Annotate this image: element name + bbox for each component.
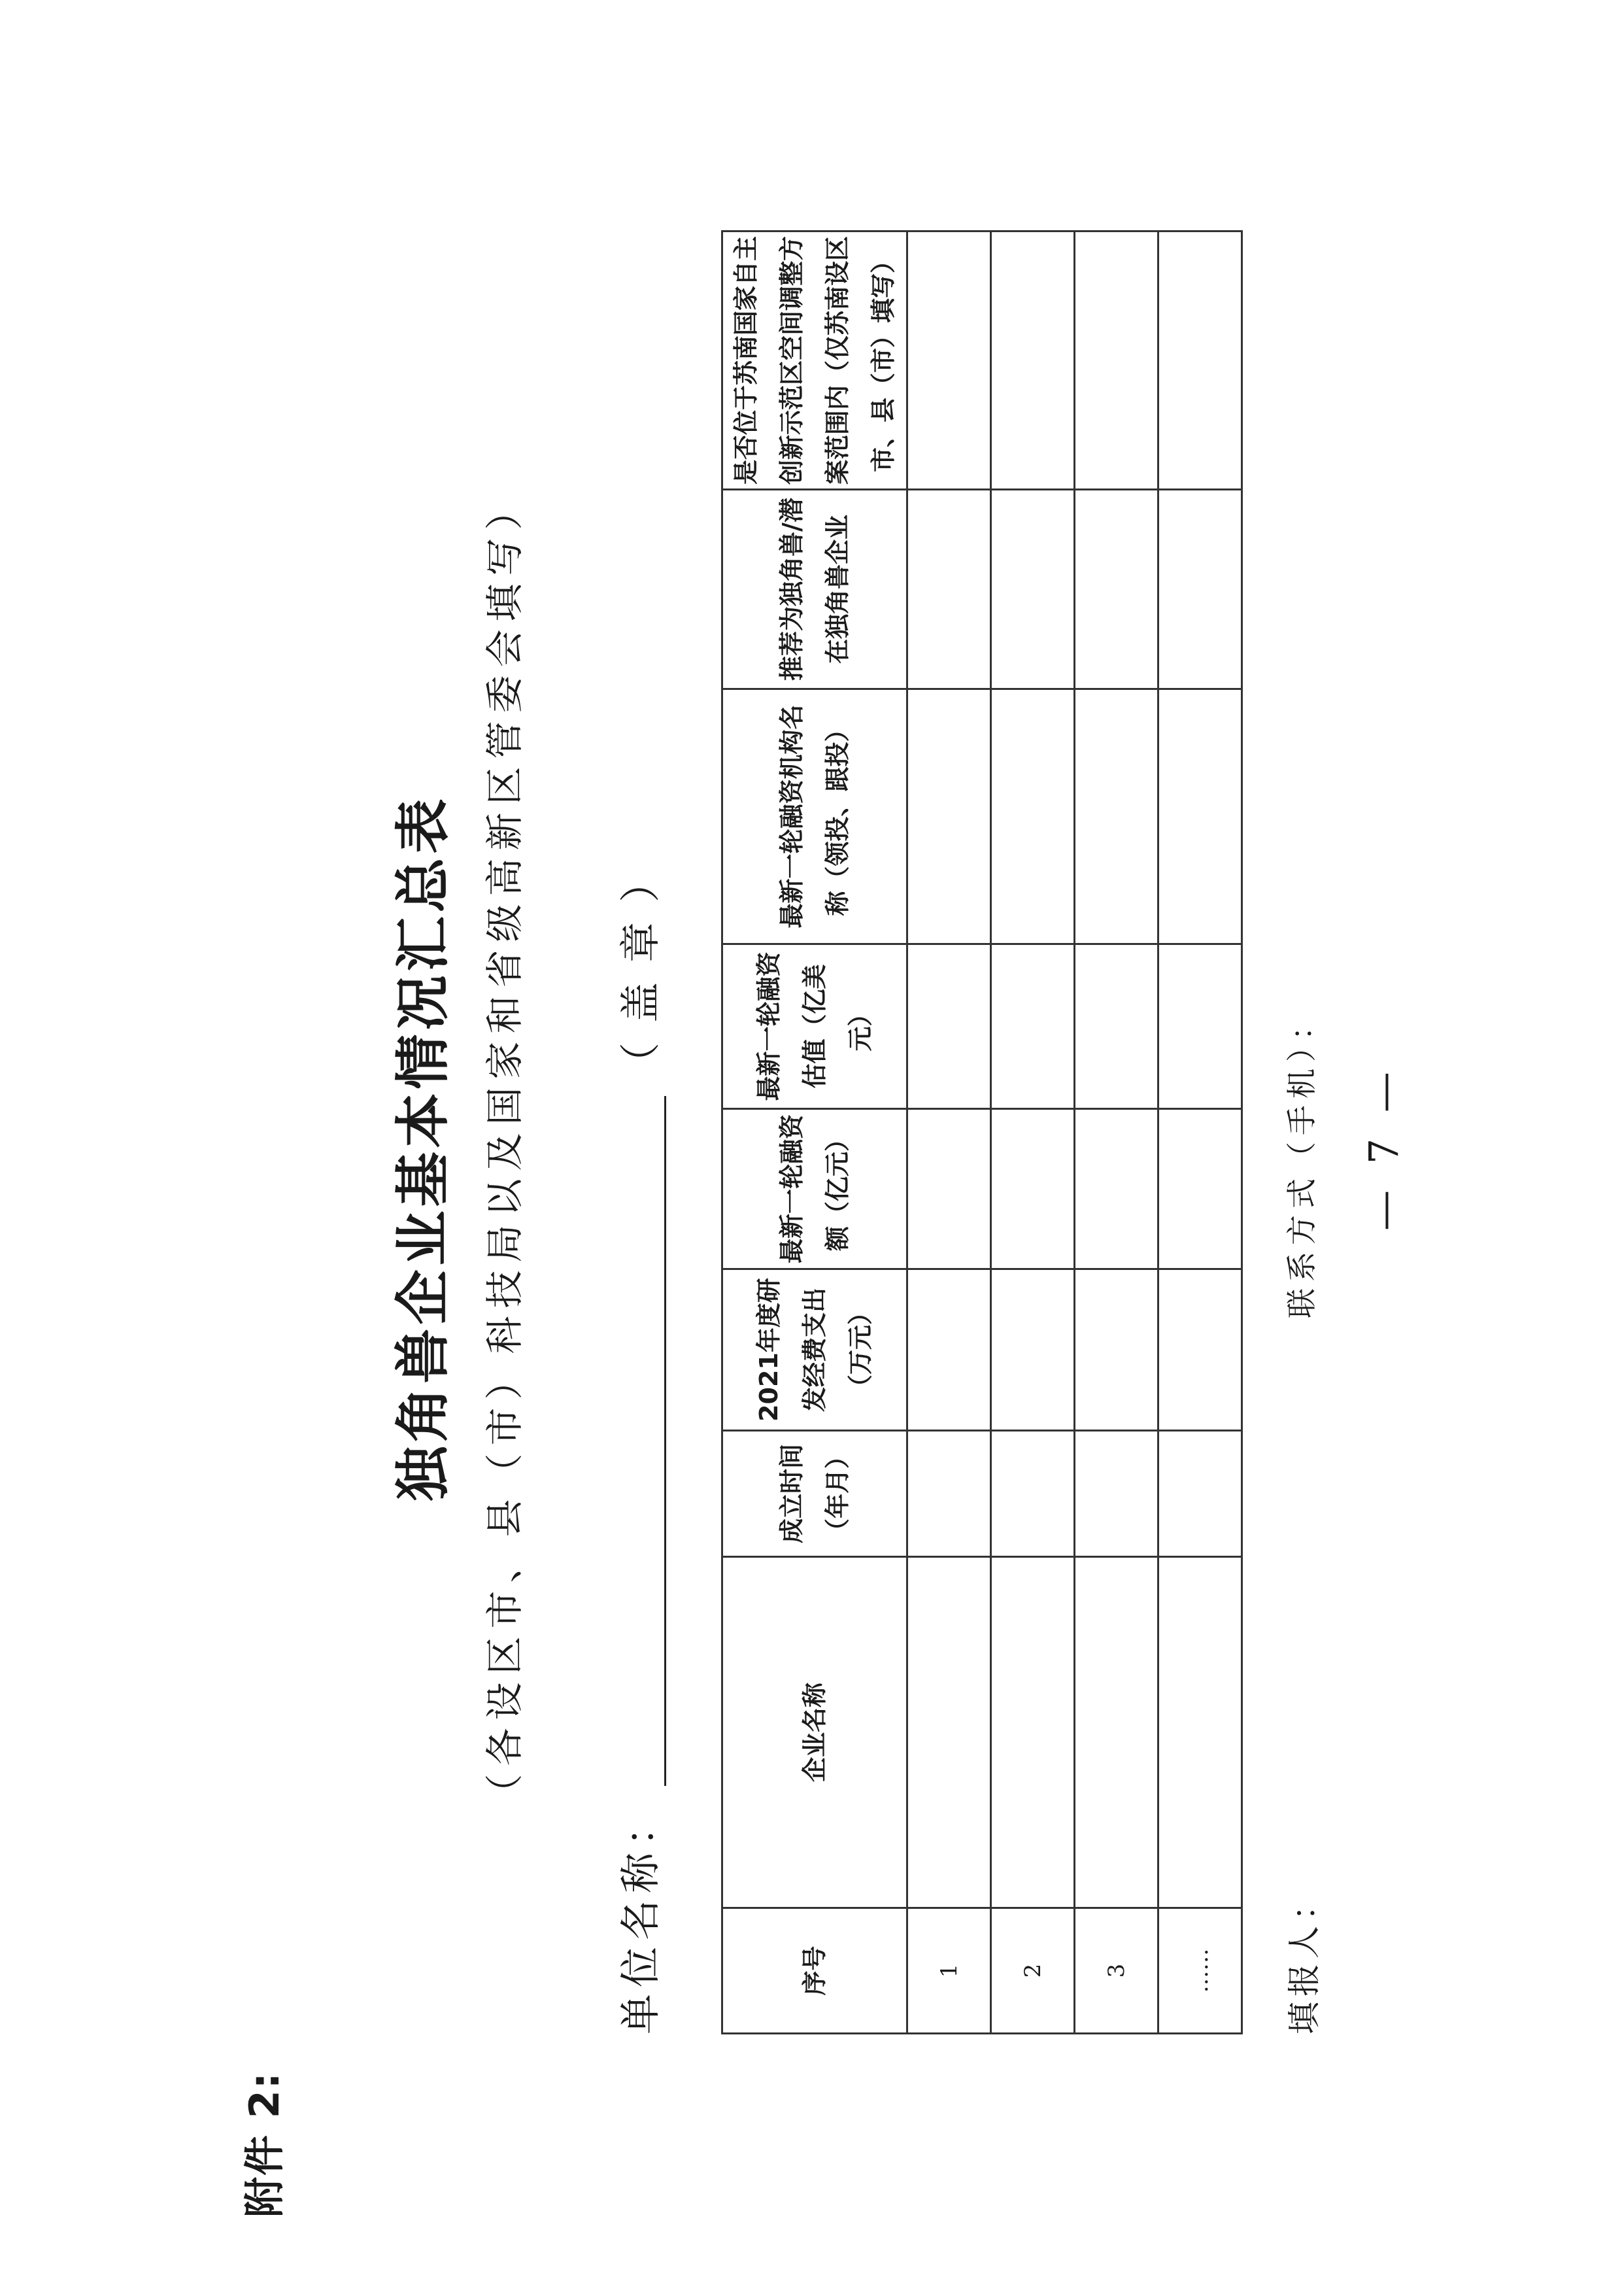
table-row [907, 231, 991, 2034]
table-cell[interactable] [907, 1109, 991, 1269]
table-cell[interactable] [1158, 1557, 1242, 1908]
table-row [1158, 231, 1242, 2034]
table-cell[interactable] [907, 1557, 991, 1908]
table-cell[interactable] [1075, 1109, 1158, 1269]
header-founded: 成立时间（年月） [722, 1431, 907, 1557]
table-cell[interactable] [1158, 490, 1242, 689]
page-subtitle: （各设区市、县（市）科技局以及国家和省级高新区管委会填写） [482, 484, 527, 1812]
table-cell[interactable] [1075, 1431, 1158, 1557]
header-sunan-zone: 是否位于苏南国家自主创新示范区空间调整方案范围内（仅苏南设区市、县（市）填写） [722, 231, 907, 490]
table-cell[interactable] [991, 689, 1075, 944]
unit-name-label: 单位名称： [617, 1798, 664, 2034]
page-title: 独角兽企业基本情况汇总表 [390, 795, 455, 1501]
seal-label: （盖章） [617, 842, 664, 1083]
header-index: 序号 [722, 1908, 907, 2034]
table-cell[interactable] [991, 490, 1075, 689]
table-row [991, 231, 1075, 2034]
table-cell[interactable] [1075, 944, 1158, 1109]
row-index: 1 [907, 1908, 991, 2034]
header-valuation: 最新一轮融资估值（亿美元） [722, 944, 907, 1109]
table-cell[interactable] [1158, 1431, 1242, 1557]
page-number: — 7 — [1360, 1065, 1408, 1231]
table-cell[interactable] [991, 231, 1075, 490]
table-cell[interactable] [991, 1557, 1075, 1908]
table-cell[interactable] [907, 944, 991, 1109]
table-cell[interactable] [991, 1269, 1075, 1431]
table-cell[interactable] [1075, 490, 1158, 689]
unit-name-row [608, 842, 666, 2034]
table-cell[interactable] [991, 1109, 1075, 1269]
table-cell[interactable] [1158, 1269, 1242, 1431]
attachment-label: 附件 2: [241, 2071, 288, 2218]
table-cell[interactable] [1075, 1269, 1158, 1431]
table-cell[interactable] [1075, 689, 1158, 944]
header-recommendation: 推荐为独角兽/潜在独角兽企业 [722, 490, 907, 689]
header-company-name: 企业名称 [722, 1557, 907, 1908]
filler-label: 填报人： [1285, 1883, 1323, 2034]
table-cell[interactable] [991, 1431, 1075, 1557]
table-cell[interactable] [907, 490, 991, 689]
table-cell[interactable] [907, 1431, 991, 1557]
table-cell[interactable] [991, 944, 1075, 1109]
table-row [1075, 231, 1158, 2034]
table-cell[interactable] [1075, 231, 1158, 490]
table-cell[interactable] [1158, 1109, 1242, 1269]
contact-label: 联系方式（手机）： [1284, 1004, 1319, 1318]
table-cell[interactable] [1158, 689, 1242, 944]
table-cell[interactable] [1158, 231, 1242, 490]
row-index: 2 [991, 1908, 1075, 2034]
table-cell[interactable] [907, 689, 991, 944]
header-financing-amount: 最新一轮融资额（亿元） [722, 1109, 907, 1269]
table-cell[interactable] [907, 1269, 991, 1431]
unit-name-blank[interactable] [624, 1096, 666, 1786]
table-header-row [722, 231, 907, 2034]
summary-table [721, 230, 1243, 2034]
row-index: …… [1158, 1908, 1242, 2034]
table-cell[interactable] [1075, 1557, 1158, 1908]
header-investors: 最新一轮融资机构名称（领投、跟投） [722, 689, 907, 944]
table-cell[interactable] [1158, 944, 1242, 1109]
header-rd-expense: 2021年度研发经费支出（万元） [722, 1269, 907, 1431]
table-cell[interactable] [907, 231, 991, 490]
row-index: 3 [1075, 1908, 1158, 2034]
